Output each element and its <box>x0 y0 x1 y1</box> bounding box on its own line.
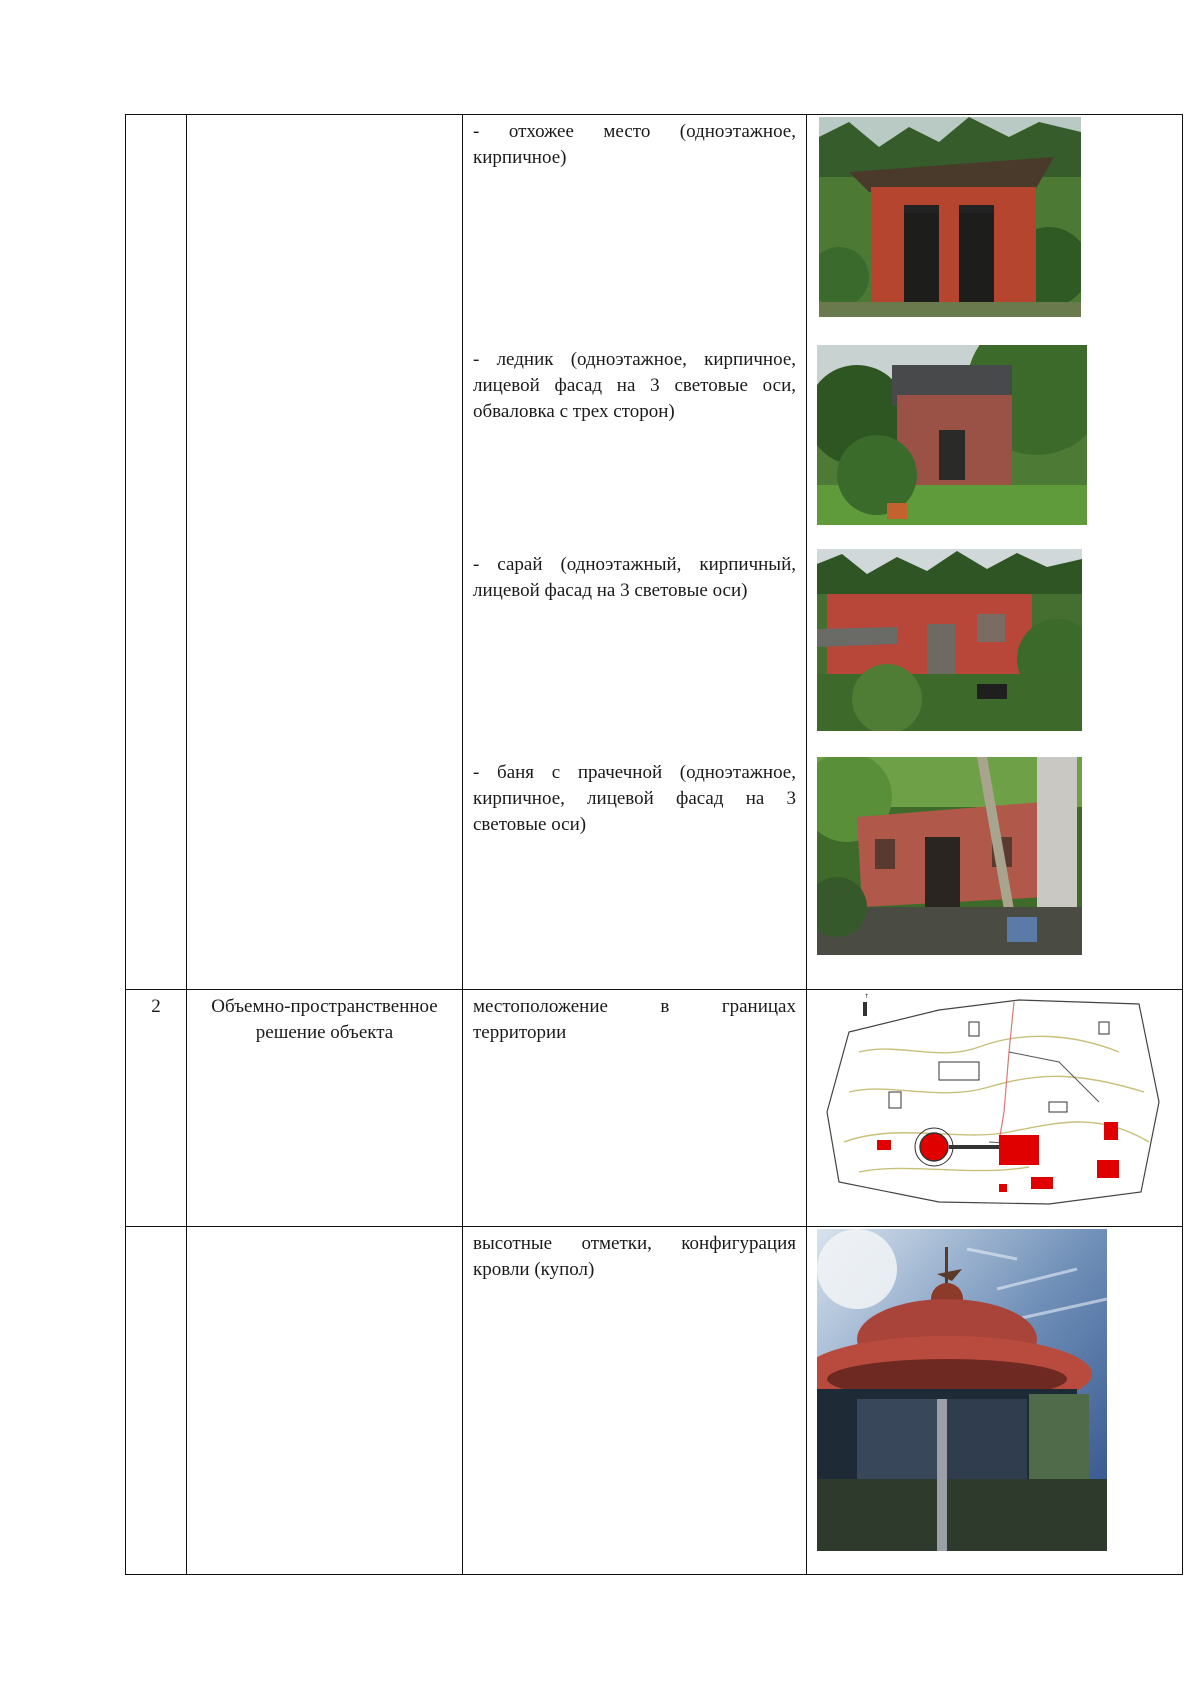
shed-photo <box>817 549 1182 731</box>
bathhouse-photo <box>817 757 1182 955</box>
description-cell <box>463 990 807 1227</box>
photo-cell <box>807 990 1183 1227</box>
table-row <box>126 990 1183 1227</box>
table-row <box>126 1227 1183 1575</box>
description-cell <box>463 1227 807 1575</box>
row-name-cell <box>187 115 463 990</box>
site-plan <box>819 992 1182 1217</box>
photo-cell <box>807 1227 1183 1575</box>
row-number-cell: 2 <box>126 990 187 1227</box>
icehouse-text: - ледник (одноэтажное, кирпичное, лицевой фасад на 3 световые оси, обваловка с трех сторон) <box>473 349 796 422</box>
dome-photo <box>817 1229 1182 1551</box>
row-number-cell <box>126 1227 187 1575</box>
table-row <box>126 115 1183 990</box>
document-page <box>125 114 1146 1574</box>
description-table <box>125 114 1183 1575</box>
outhouse-photo <box>819 117 1182 317</box>
row-name-cell: Объемно-пространственное решение объекта <box>187 990 463 1227</box>
outhouse-text: - отхожее место (одноэтажное, кирпичное) <box>473 121 796 168</box>
row-name-cell <box>187 1227 463 1575</box>
row-number-cell <box>126 115 187 990</box>
description-cell <box>463 115 807 990</box>
bathhouse-text: - баня с прачечной (одноэтажное, кирпичное, лицевой фасад на 3 световые оси) <box>473 762 796 835</box>
roof-text: высотные отметки, конфигурация кровли (купол) <box>473 1233 796 1280</box>
site-location-text: местоположение в границах территории <box>473 996 796 1043</box>
svg-text:↑: ↑ <box>864 993 870 1000</box>
shed-text: - сарай (одноэтажный, кирпичный, лицевой фасад на 3 световые оси) <box>473 554 796 601</box>
photo-cell <box>807 115 1183 990</box>
icehouse-photo <box>817 345 1182 525</box>
